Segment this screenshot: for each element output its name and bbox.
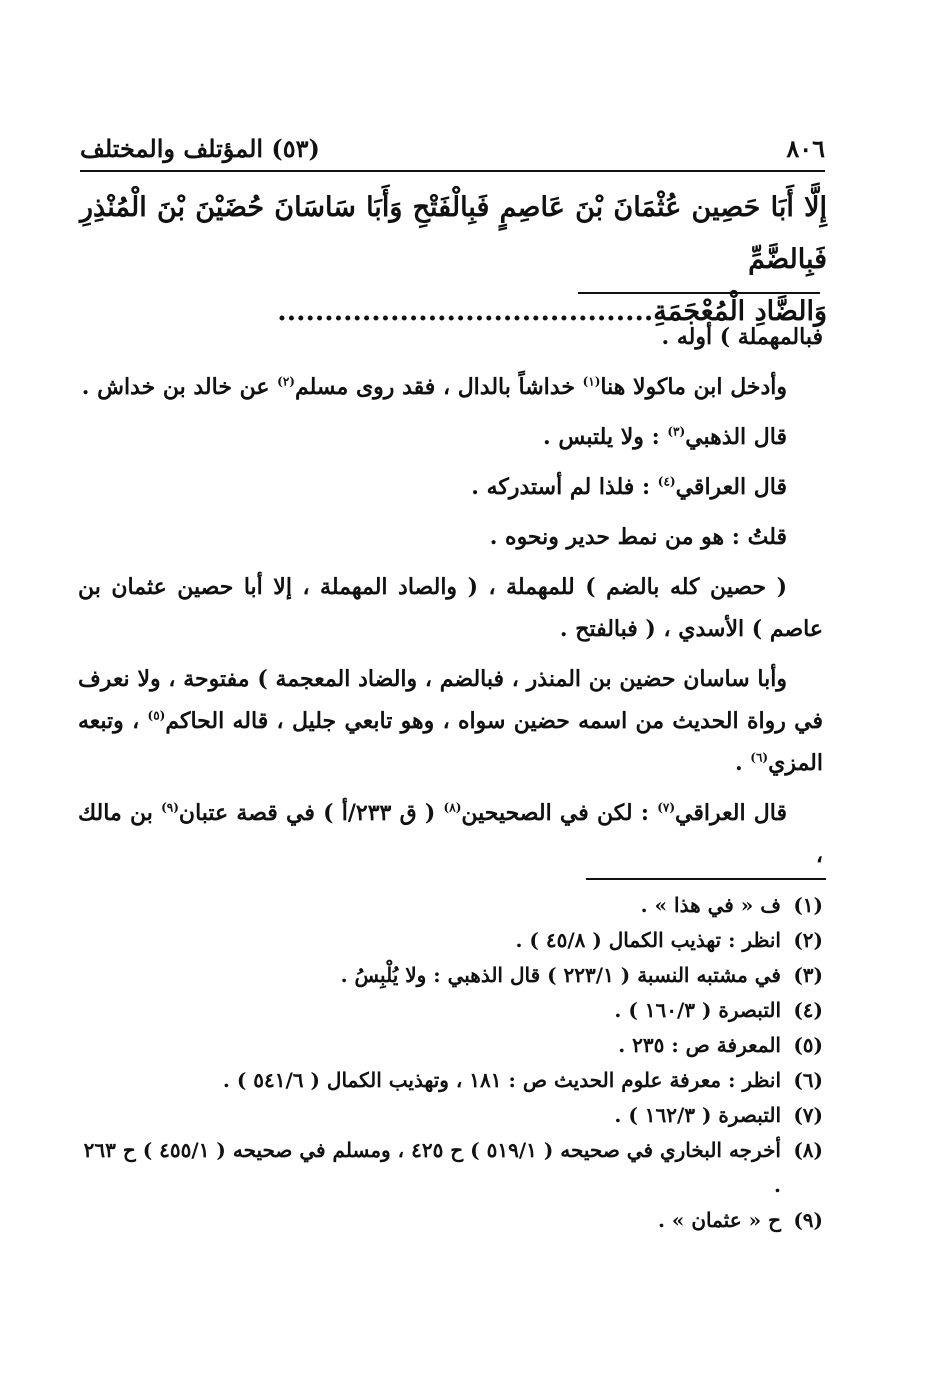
paragraph-2-text-b: خداشاً بالدال ، فقد روى مسلم	[294, 374, 583, 400]
footnote-text: التبصرة ( ١٦٢/٣ ) .	[614, 1103, 781, 1127]
matn-divider	[578, 292, 820, 294]
footnote-number: (٦)	[793, 1068, 823, 1092]
paragraph-4	[78, 466, 823, 508]
paragraph-7-text-c: .	[734, 750, 751, 776]
footnote-text: أخرجه البخاري في صحيحه ( ٥١٩/١ ) ح ٤٢٥ ، ومسلم في صحيحه ( ٤٥٥/١ ) ح ٢٦٣ .	[83, 1138, 781, 1197]
paragraph-7	[78, 658, 823, 784]
footnote-ref-5[interactable]: (٥)	[147, 708, 166, 723]
footnote-text: انظر : تهذيب الكمال ( ٤٥/٨ ) .	[515, 928, 781, 952]
footnote-number: (٢)	[793, 928, 823, 952]
footnote-number: (٥)	[793, 1033, 823, 1057]
footnote-1	[78, 888, 823, 923]
footnote-number: (٣)	[793, 963, 823, 987]
paragraph-1: فبالمهملة ) أوله .	[661, 324, 823, 350]
footnote-5	[78, 1028, 823, 1063]
paragraph-3	[78, 416, 823, 458]
footnote-text: المعرفة ص : ٢٣٥ .	[618, 1033, 781, 1057]
paragraph-8-text-b: : لكن في الصحيحين	[461, 800, 658, 826]
paragraph-7-text-a: وأبا ساسان حضين بن المنذر ، فبالضم ، والضاد المعجمة ) مفتوحة ، ولا نعرف في رواة الحديث من اسمه حضين سواه ، وهو تابعي جليل ، قاله الحاكم	[78, 666, 823, 734]
paragraph-4-text-a: قال العراقي	[675, 474, 787, 500]
matn-line-2: وَالضَّادِ الْمُعْجَمَةِ........................................	[277, 296, 827, 327]
footnote-text: في مشتبه النسبة ( ٢٢٣/١ ) قال الذهبي : ولا يُلْبِسُ .	[340, 963, 781, 987]
footnote-ref-1[interactable]: (١)	[582, 374, 601, 389]
paragraph-5: قلتُ : هو من نمط حدير ونحوه .	[489, 524, 787, 550]
paragraph-2-text-a: وأدخل ابن ماكولا هنا	[600, 374, 787, 400]
footnote-ref-8[interactable]: (٨)	[443, 800, 462, 815]
footnote-ref-9[interactable]: (٩)	[161, 800, 179, 815]
footnote-2	[78, 923, 823, 958]
running-title: (٥٣) المؤتلف والمختلف	[80, 133, 320, 163]
footnote-text: انظر : معرفة علوم الحديث ص : ١٨١ ، وتهذيب الكمال ( ٥٤١/٦ ) .	[222, 1068, 781, 1092]
footnote-number: (٤)	[793, 998, 823, 1022]
matn-line-1: إِلَّا أَبَا حَصِين عُثْمَانَ بْنَ عَاصِمٍ فَبِالْفَتْحِ وَأَبَا سَاسَانَ حُضَيْنَ بْنَ الْمُنْذِرِ فَبِالضَّمِّ	[80, 192, 827, 275]
footnote-number: (٩)	[793, 1208, 823, 1232]
footnote-text: التبصرة ( ١٦٠/٣ ) .	[614, 998, 781, 1022]
footnote-number: (٧)	[793, 1103, 823, 1127]
paragraph-3-text-b: : ولا يلتبس .	[543, 424, 668, 450]
footnote-number: (٨)	[793, 1138, 823, 1162]
paragraph-2-text-c: عن خالد بن خداش .	[81, 374, 278, 400]
header-divider	[80, 170, 825, 172]
footnote-ref-3[interactable]: (٣)	[667, 424, 686, 439]
footnote-8	[78, 1133, 823, 1203]
footnote-4	[78, 993, 823, 1028]
footnote-ref-7[interactable]: (٧)	[657, 800, 676, 815]
commentary	[78, 316, 823, 884]
footnote-9	[78, 1203, 823, 1238]
paragraph-4-text-b: : فلذا لم أستدركه .	[471, 474, 658, 500]
footnote-3	[78, 958, 823, 993]
paragraph-8-text-d: بن مالك ،	[78, 800, 823, 868]
page-number: ٨٠٦	[786, 133, 825, 163]
footnote-6	[78, 1063, 823, 1098]
paragraph-6: ( حصين كله بالضم ) للمهملة ، ( والصاد المهملة ، إلا أبا حصين عثمان بن عاصم ) الأسدي ، ( فبالفتح .	[78, 574, 823, 642]
paragraph-2	[78, 366, 823, 408]
footnote-text: ف « في هذا » .	[640, 893, 781, 917]
footnote-ref-2[interactable]: (٢)	[277, 374, 295, 389]
footnote-number: (١)	[793, 893, 823, 917]
paragraph-8-text-c: ( ق ٢٣٣/أ ) في قصة عتبان	[178, 800, 444, 826]
paragraph-3-text-a: قال الذهبي	[685, 424, 787, 450]
paragraph-8-text-a: قال العراقي	[675, 800, 788, 826]
footnote-text: ح « عثمان » .	[657, 1208, 781, 1232]
footnote-ref-4[interactable]: (٤)	[657, 474, 676, 489]
matn-verse	[80, 182, 827, 338]
paragraph-7-text-b: ، وتبعه المزي	[78, 708, 823, 776]
paragraph-8	[78, 792, 823, 876]
page-header	[80, 128, 825, 168]
footnote-ref-6[interactable]: (٦)	[750, 750, 769, 765]
footnote-divider	[586, 878, 826, 880]
footnote-7	[78, 1098, 823, 1133]
footnotes	[78, 888, 823, 1238]
